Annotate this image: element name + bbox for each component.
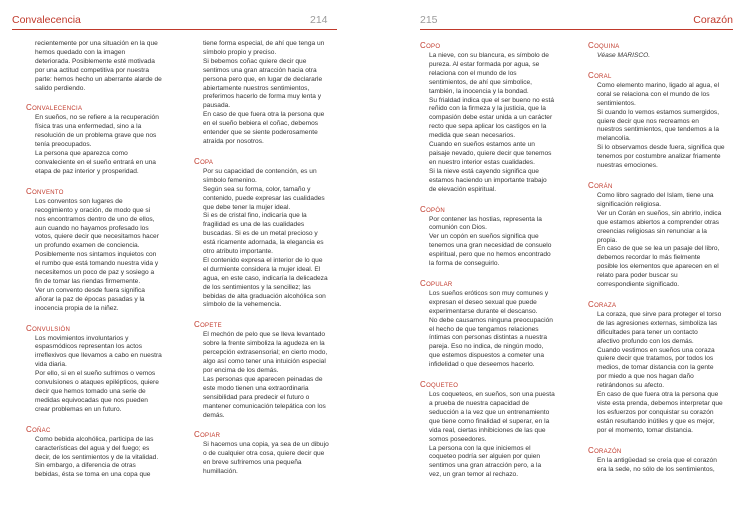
entry-text-line: Como bebida alcohólica, participa de las — [35, 435, 154, 443]
entry-text-line: correspondiente significado. — [597, 281, 680, 289]
entry-text-line: sentimientos. — [597, 99, 636, 107]
entry-text-line: el rumbo que está tomando nuestra vida y — [35, 260, 159, 268]
entry-text-line: irreflexivos que llevamos a cabo en nuestra — [35, 352, 162, 360]
entry-text-line: viste esta prenda, debemos interpretar que — [597, 400, 723, 407]
entry-text-line: compasión debe estar unida a un carácter — [429, 114, 553, 122]
entry-text-line: relato para poder buscar su — [597, 272, 678, 280]
entry-text-line: algo así como tener una intuición especial — [203, 358, 326, 366]
entry-text-line: nos encontramos dentro de uno de ellos, — [35, 215, 155, 223]
entry-heading: Copular — [420, 278, 453, 288]
page-number: 215 — [420, 14, 438, 26]
entry-text-line: hemos quedado con la imagen — [35, 48, 126, 56]
entry-text-line: El contenido expresa el interior de lo que — [203, 256, 323, 264]
entry-heading: Coral — [588, 70, 612, 80]
entry-text-line: que estamos abiertos a comprender otras — [597, 218, 720, 226]
entry-text-line: Si cuando lo vemos estamos sumergidos, — [597, 108, 720, 116]
entry-text-line: Ver un Corán en sueños, sin abrirlo, indica — [597, 209, 722, 217]
entry-text-line: que tiene como finalidad el superar, en la — [429, 417, 550, 425]
entry-text-line: posible los elementos que aparecen en el — [597, 263, 719, 271]
entry-text-line: Posiblemente nos sintamos inquietos con — [35, 251, 157, 259]
entry-text-line: sobre la frente simboliza la agudeza en la — [203, 340, 325, 348]
entry-text-line: Si hacemos una copia, ya sea de un dibujo — [203, 441, 329, 449]
entry-heading: Coquina — [588, 41, 620, 50]
entry-text-line: somos poseedores. — [429, 435, 487, 443]
entry-text-line: El mechón de pelo que se lleva levantado — [203, 331, 326, 339]
entry-text-line: quiere decir que tratamos, por todos los — [597, 355, 714, 363]
entry-text-line: medios, de tomar distancia con la gente — [597, 364, 714, 372]
entry-text-line: tenía preocupados. — [35, 141, 92, 149]
entry-text-line: debemos recordar lo más fielmente — [597, 254, 701, 262]
right-column-1 — [420, 40, 562, 489]
entry-text-line: Los coqueteos, en sueños, son una puesta — [429, 391, 555, 399]
entry-text-line: Los conventos son lugares de — [35, 197, 123, 205]
dictionary-entry — [26, 424, 170, 481]
entry-text-line: los esfuerzos por conquistar su corazón — [597, 408, 714, 416]
entry-text-line: sentimos una gran atracción pero, a la — [429, 462, 542, 470]
entry-text-line: Su frialdad indica que el ser bueno no está — [429, 96, 555, 104]
entry-text-line: recto que sepa aplicar los castigos en la — [429, 123, 547, 131]
entry-text-line: Como elemento marino, ligado al agua, el — [597, 81, 720, 89]
entry-text-line: recientemente por una situación en la que — [35, 40, 158, 47]
entry-text-line: en breve sufriremos una pequeña — [203, 459, 302, 467]
entry-text-line: convaleciente en el sueño entrará en una — [35, 158, 156, 166]
entry-text-line: humillación. — [203, 468, 238, 476]
entry-text-line: aun cuando no hayamos profesado los — [35, 224, 149, 232]
entry-heading: Convalecencia — [26, 103, 83, 113]
entry-text-line: vida diaria. — [35, 361, 67, 369]
entry-text-line: quiere decir que nos recreamos en — [597, 117, 699, 125]
entry-text-line: dificultades para tener un contacto — [597, 328, 698, 336]
entry-text-line: pausada. — [203, 102, 231, 110]
right-page — [374, 0, 747, 528]
entry-text-line: resolución de un problema grave que nos — [35, 132, 157, 140]
entry-text-line: salido perdiendo. — [35, 84, 86, 92]
entry-text-line: No debe causarnos ninguna preocupación — [429, 316, 553, 324]
entry-text-line: símbolo femenino. — [203, 176, 257, 184]
entry-text-line: características del agua y del fuego; es — [35, 444, 150, 452]
entry-continuation — [26, 40, 170, 93]
entry-text-line: también, la inocencia y la bondad. — [429, 87, 529, 95]
dictionary-entry — [588, 70, 734, 171]
entry-text-line: Los sueños eróticos son muy comunes y — [429, 289, 549, 297]
entry-text-line: En sueños, no se refiere a la recuperación — [35, 114, 159, 122]
dictionary-entry — [26, 102, 170, 176]
right-column-2 — [588, 40, 734, 483]
entry-text-line: vida real, ciertas inhibiciones de las que — [429, 426, 546, 434]
entry-text-line: Ver un convento desde fuera significa — [35, 286, 145, 294]
entry-text-line: espiritual, pero que no hemos encontrado — [429, 251, 551, 259]
entry-text-line: por el momento, tomar distancia. — [597, 426, 694, 434]
entry-text-line: o de cualquier otra cosa, quiere decir que — [203, 450, 325, 458]
entry-heading: Convento — [26, 186, 64, 196]
entry-text-line: bebidas de alta graduación alcohólica son — [203, 292, 326, 300]
entry-text-line: retirándonos su afecto. — [597, 382, 665, 390]
entry-text-line: espasmódicos representan los actos — [35, 343, 143, 351]
entry-text-line: sensibilidad para predecir el futuro o — [203, 393, 310, 401]
entry-text-line: buscadas. Si es de un metal precioso y — [203, 230, 318, 238]
entry-text-line: que debe tener la mujer ideal. — [203, 203, 291, 211]
entry-text-line: entender que se siente poderosamente — [203, 129, 318, 137]
entry-text-line: En caso de que fuera otra la persona que — [203, 111, 325, 119]
entry-text-line: Sin embargo, a diferencia de otras — [35, 462, 136, 470]
entry-heading: Convulsión — [26, 323, 71, 333]
entry-text-line: abiertamente nuestros sentimientos, — [203, 84, 310, 92]
entry-heading: Copón — [420, 204, 445, 214]
entry-text-line: mantener comunicación telepática con los — [203, 402, 326, 410]
header-rule — [12, 29, 337, 30]
entry-text-line: Cuando en sueños estamos ante un — [429, 141, 535, 149]
entry-text-line: Si lo observamos desde fuera, significa que — [597, 144, 725, 152]
entry-text-line: creencias religiosas sin renunciar a la — [597, 227, 707, 235]
entry-text-line: reñido con la firmeza y la justicia, que la — [429, 105, 546, 113]
entry-text-line: símbolo propio y preciso. — [203, 48, 277, 56]
entry-heading: Copa — [194, 156, 214, 166]
entry-heading: Coqueteo — [420, 380, 459, 390]
dictionary-entry — [194, 319, 338, 420]
entry-heading: Coñac — [26, 424, 51, 434]
entry-text-line: Si es de cristal fino, indicaría que la — [203, 212, 307, 220]
entry-text-line: expresan el deseo sexual que puede — [429, 298, 537, 306]
entry-text-line: Los movimientos involuntarios y — [35, 334, 129, 342]
entry-text-line: En caso de que se lea un pasaje del libro, — [597, 245, 720, 253]
entry-text-line: necesitemos un poco de paz y sosiego a — [35, 269, 155, 277]
entry-text-line: significación religiosa. — [597, 200, 662, 208]
entry-text-line: Por contener las hostias, representa la — [429, 215, 542, 223]
entry-heading: Copete — [194, 320, 222, 330]
entry-text-line: La persona con la que iniciemos el — [429, 444, 531, 452]
entry-text-line: tenemos una gran necesidad de consuelo — [429, 242, 552, 250]
running-header-title: Corazón — [693, 14, 733, 26]
entry-text-line: Por ello, si en el sueño sufrimos o vemos — [35, 370, 156, 378]
entry-text-line: Como libro sagrado del Islam, tiene una — [597, 191, 714, 199]
entry-text-line: medida que sean necesarios. — [429, 132, 516, 140]
entry-text-line: experimentarse durante el descanso. — [429, 307, 538, 315]
entry-heading: Corán — [588, 180, 613, 190]
entry-text-line: atraída por nosotros. — [203, 137, 264, 145]
entry-text-line: Ver un copón en sueños significa que — [429, 233, 539, 241]
running-header-title: Convalecencia — [12, 14, 81, 26]
entry-text-line: parte: hemos hecho un aberrante alarde de — [35, 75, 162, 83]
entry-text-line: Según sea su forma, color, tamaño y — [203, 185, 311, 193]
entry-text-line: por miedo a que nos hagan daño — [597, 373, 694, 381]
entry-text-line: de elevación espiritual. — [429, 185, 497, 193]
entry-text-line: estamos haciendo un importante trabajo — [429, 176, 547, 184]
page-number: 214 — [310, 14, 328, 26]
entry-text-line: íntimas con personas distintas a nuestra — [429, 334, 548, 342]
entry-text-line: de las agresiones externas, simboliza las — [597, 319, 718, 327]
entry-text-line: otro atributo importante. — [203, 248, 274, 256]
entry-text-line: demás. — [203, 411, 225, 419]
entry-text-line: pareja. Eso no indica, de ningún modo, — [429, 343, 544, 351]
entry-text-line: sentimientos, de ahí que simbolice, — [429, 78, 532, 86]
entry-continuation — [194, 40, 338, 147]
entry-text-line: de los sentimientos y la sencillez; las — [203, 283, 311, 291]
entry-text-line: en el sueño bebiera el coñac, debemos — [203, 120, 319, 128]
dictionary-entry — [420, 379, 562, 480]
entry-text-line: el hecho de que tengamos relaciones — [429, 325, 539, 333]
entry-text-line: seducción a la vez que un entrenamiento — [429, 408, 550, 416]
entry-text-line: En la antigüedad se creía que el corazón — [597, 456, 717, 464]
entry-text-line: agua, en este caso, indicaría la delicadeza — [203, 274, 328, 282]
entry-text-line: preferimos hacerlo de forma muy lenta y — [203, 93, 322, 101]
entry-text-line: La coraza, que sirve para proteger el torso — [597, 310, 722, 318]
entry-text-line: relaciona con el mundo de los — [429, 69, 517, 77]
entry-text-line: la forma de conseguirlo. — [429, 260, 500, 268]
dictionary-entry — [26, 186, 170, 314]
entry-text-line: tiene forma especial, de ahí que tenga un — [203, 40, 325, 47]
dictionary-entry — [420, 40, 562, 195]
dictionary-entry — [588, 40, 734, 61]
entry-text-line: tenemos por costumbre analizar friamente — [597, 153, 721, 161]
entry-text-line: Por su capacidad de contención, es un — [203, 167, 317, 175]
entry-text-line: el durmiente considera la mujer ideal. El — [203, 265, 321, 273]
dictionary-entry — [588, 445, 734, 475]
entry-text-line: a prueba de nuestra capacidad de — [429, 400, 530, 407]
entry-text-line: Si bebemos coñac quiere decir que — [203, 57, 307, 65]
entry-text-line: añorar la paz de épocas pasadas y la — [35, 295, 145, 303]
entry-text-line: contenido, puede expresar las cualidades — [203, 194, 325, 202]
entry-text-line: percepción extrasensorial; en cierto modo, — [203, 349, 328, 357]
dictionary-entry — [420, 278, 562, 370]
entry-text-line: que estemos dispuestos a cometer una — [429, 352, 545, 360]
entry-text-line: Si la nieve está cayendo significa que — [429, 167, 539, 175]
entry-text-line: bebidas, ésta se toma en una copa que — [35, 471, 151, 479]
dictionary-entry — [588, 299, 734, 436]
dictionary-entry — [194, 429, 338, 477]
entry-text-line: comunión con Dios. — [429, 224, 487, 232]
dictionary-entry — [26, 323, 170, 415]
entry-text-line: están resultando inútiles y que es mejor, — [597, 417, 715, 425]
entry-text-line: un profundo examen de conciencia. — [35, 242, 140, 250]
entry-text-line: Véase MARISCO. — [597, 52, 651, 59]
entry-text-line: medidas equivocadas que nos pueden — [35, 396, 148, 404]
entry-text-line: fin de tomar las riendas firmemente. — [35, 277, 141, 285]
dictionary-entry — [420, 204, 562, 269]
left-column-2 — [194, 40, 338, 486]
entry-text-line: vez, un gran temor al rechazo. — [429, 471, 519, 479]
left-column-1 — [26, 40, 170, 489]
entry-text-line: símbolo de la vehemencia. — [203, 301, 282, 309]
header-rule — [420, 29, 733, 30]
entry-text-line: inocencia propia de la niñez. — [35, 304, 119, 312]
entry-text-line: por encima de los demás. — [203, 367, 279, 374]
entry-text-line: deteriorada. Posiblemente esté motivada — [35, 57, 155, 65]
entry-text-line: La nieve, con su blancura, es símbolo de — [429, 52, 549, 59]
entry-text-line: afectivo profundo con los demás. — [597, 337, 694, 345]
entry-text-line: crear problemas en un futuro. — [35, 405, 122, 413]
dictionary-entry — [588, 180, 734, 290]
entry-text-line: nuestras emociones. — [597, 162, 658, 170]
entry-text-line: Las personas que aparecen peinadas de — [203, 375, 323, 383]
entry-text-line: melancolía. — [597, 135, 631, 143]
entry-text-line: Cuando vestimos en sueños una coraza — [597, 346, 715, 354]
entry-text-line: fragilidad es una de las cualidades — [203, 221, 305, 229]
left-page — [0, 0, 373, 528]
entry-text-line: coqueteo podría ser alguien por quien — [429, 453, 541, 461]
entry-text-line: era la sede, no sólo de los sentimientos, — [597, 465, 715, 473]
entry-text-line: coral se relaciona con el mundo de los — [597, 90, 710, 98]
entry-heading: Corazón — [588, 445, 622, 455]
entry-text-line: paisaje nevado, quiere decir que tenemos — [429, 149, 552, 157]
entry-text-line: en nuestro interior estas cualidades. — [429, 158, 535, 166]
entry-text-line: decir que hemos tomado una serie de — [35, 388, 146, 395]
entry-text-line: votos, quiere decir que necesitamos hacer — [35, 233, 159, 241]
entry-text-line: física tras una enfermedad, sino a la — [35, 123, 142, 131]
entry-text-line: La persona que aparezca como — [35, 150, 128, 158]
entry-text-line: sentimos una gran atracción hacia otra — [203, 66, 317, 74]
entry-text-line: este modo tienen una extraordinaria — [203, 384, 309, 392]
entry-text-line: propia. — [597, 236, 618, 244]
entry-text-line: En caso de que fuera otra la persona que — [597, 391, 719, 399]
entry-text-line: decir, de los sentimientos y de la vitalidad. — [35, 453, 159, 461]
dictionary-entry — [194, 156, 338, 311]
entry-heading: Copiar — [194, 430, 221, 440]
entry-text-line: está ricamente adornada, la elegancia es — [203, 239, 324, 247]
entry-heading: Coraza — [588, 299, 617, 309]
entry-text-line: por una actitud competitiva por nuestra — [35, 66, 149, 74]
entry-text-line: recogimiento y oración, de modo que si — [35, 206, 151, 214]
entry-text-line: pureza. Al estar formada por agua, se — [429, 60, 540, 68]
entry-text-line: nuestros sentimientos, que tendemos a la — [597, 126, 720, 134]
entry-text-line: persona pero que, en lugar de declararle — [203, 75, 323, 83]
entry-text-line: etapa de paz interior y prosperidad. — [35, 167, 139, 175]
entry-heading: Copo — [420, 41, 441, 50]
entry-text-line: infidelidad o que deseemos hacerlo. — [429, 361, 535, 369]
entry-text-line: convulsiones o ataques epilépticos, quiere — [35, 379, 159, 387]
